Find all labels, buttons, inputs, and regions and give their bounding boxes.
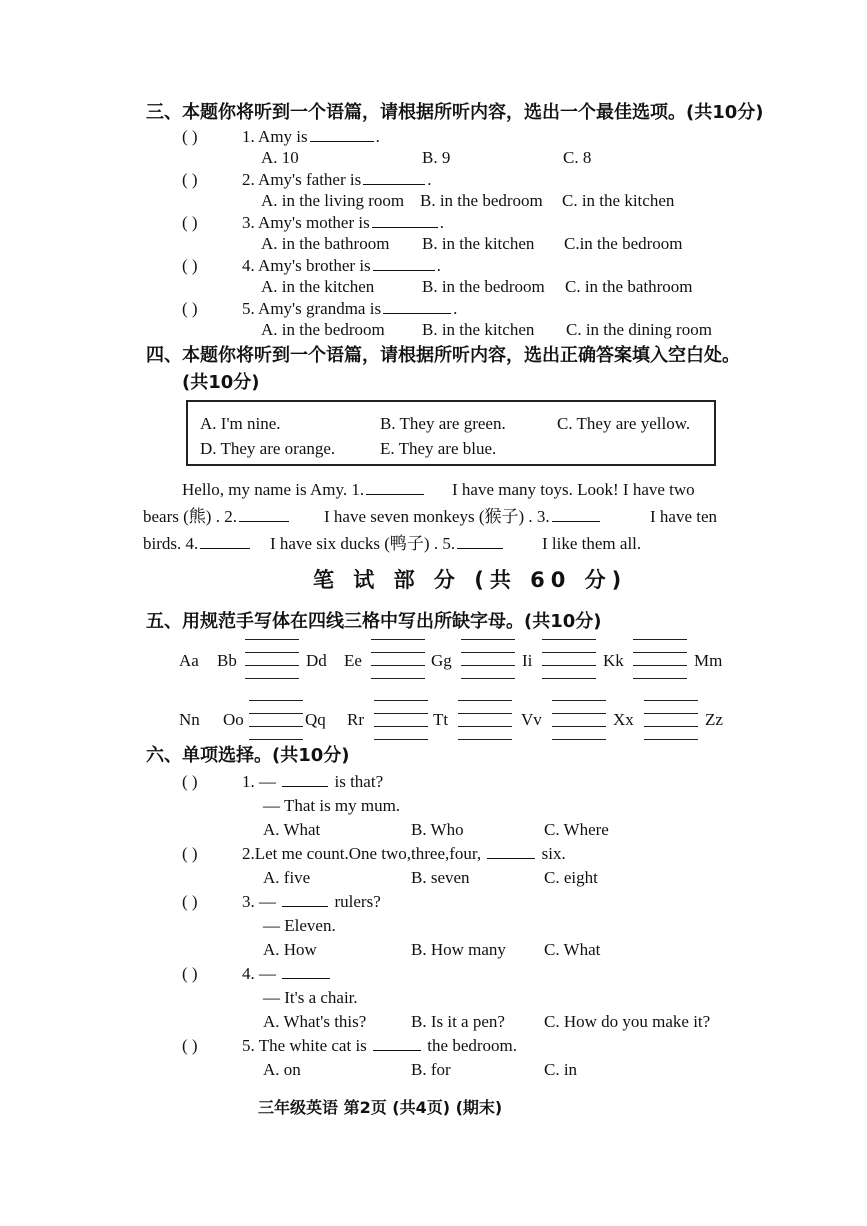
question-stem: 4. — (242, 964, 332, 984)
answer-blank[interactable] (282, 772, 328, 787)
option-c[interactable]: C. in the bathroom (565, 277, 693, 296)
option-c[interactable]: C. Where (544, 820, 609, 839)
answer-blank[interactable] (282, 892, 328, 907)
option-c[interactable]: C. in the kitchen (562, 191, 675, 210)
page-footer: 三年级英语 第2页 (共4页) (期末) (258, 1098, 503, 1117)
letter: Bb (217, 651, 237, 670)
letter: Ii (522, 651, 533, 670)
option-c[interactable]: C. 8 (563, 148, 592, 167)
question-stem: 1. — is that? (242, 772, 384, 791)
section6-heading: 六、单项选择。(共10分) (146, 745, 350, 766)
passage-line: I have many toys. Look! I have two (452, 480, 695, 499)
option-b[interactable]: B. 9 (422, 148, 451, 167)
answer-blank[interactable] (383, 299, 451, 314)
question-stem: 1. Amy is . (242, 127, 380, 146)
letter: Aa (179, 651, 199, 670)
option-b[interactable]: B. in the kitchen (422, 320, 535, 339)
section3-heading: 三、本题你将听到一个语篇，请根据所听内容，选出一个最佳选项。(共10分) (146, 102, 764, 123)
writing-grid[interactable] (371, 639, 425, 679)
answer-paren[interactable]: ( ) (182, 1036, 198, 1055)
passage-line: birds. 4. (143, 534, 252, 554)
letter: Xx (613, 710, 634, 729)
answer-paren[interactable]: ( ) (182, 299, 198, 318)
passage-line: I have six ducks (鸭子) . 5. (270, 534, 505, 554)
dialogue-line: — That is my mum. (263, 796, 401, 815)
passage-line: I have seven monkeys (猴子) . 3. (324, 507, 602, 527)
answer-blank-1[interactable] (366, 480, 424, 495)
question-stem: 2.Let me count.One two,three,four, six. (242, 844, 566, 863)
letter: Tt (433, 710, 449, 729)
question-stem: 3. Amy's mother is . (242, 213, 444, 232)
answer-blank-4[interactable] (200, 534, 250, 549)
option-d: D. They are orange. (200, 439, 336, 458)
letter: Dd (306, 651, 327, 670)
answer-blank[interactable] (372, 213, 438, 228)
passage-line: bears (熊) . 2. (143, 507, 291, 527)
option-b[interactable]: B. How many (411, 940, 506, 959)
option-a[interactable]: A. What (263, 820, 321, 839)
answer-paren[interactable]: ( ) (182, 170, 198, 189)
letter: Oo (223, 710, 244, 729)
letter: Vv (521, 710, 542, 729)
question-stem: 3. — rulers? (242, 892, 381, 911)
option-b[interactable]: B. for (411, 1060, 451, 1079)
writing-grid[interactable] (552, 700, 606, 740)
answer-blank-3[interactable] (552, 507, 600, 522)
answer-blank[interactable] (373, 1036, 421, 1051)
writing-grid[interactable] (542, 639, 596, 679)
option-a[interactable]: A. in the bedroom (261, 320, 385, 339)
written-part-title: 笔 试 部 分 (共 60 分) (313, 568, 628, 592)
section4-score: (共10分) (182, 372, 260, 393)
answer-options-box (186, 400, 716, 466)
option-c[interactable]: C. What (544, 940, 601, 959)
option-a[interactable]: A. in the living room (261, 191, 405, 210)
question-stem: 2. Amy's father is . (242, 170, 432, 189)
answer-paren[interactable]: ( ) (182, 964, 198, 983)
option-a: A. I'm nine. (200, 414, 281, 433)
answer-blank-5[interactable] (457, 534, 503, 549)
letter: Kk (603, 651, 624, 670)
writing-grid[interactable] (249, 700, 303, 740)
answer-blank-2[interactable] (239, 507, 289, 522)
option-a[interactable]: A. What's this? (263, 1012, 367, 1031)
option-a[interactable]: A. five (263, 868, 311, 887)
option-c[interactable]: C. How do you make it? (544, 1012, 711, 1031)
answer-blank[interactable] (373, 256, 435, 271)
answer-paren[interactable]: ( ) (182, 844, 198, 863)
writing-grid[interactable] (644, 700, 698, 740)
letter: Ee (344, 651, 362, 670)
option-b[interactable]: B. in the bedroom (420, 191, 543, 210)
dialogue-line: — Eleven. (263, 916, 336, 935)
option-a[interactable]: A. 10 (261, 148, 299, 167)
dialogue-line: — It's a chair. (263, 988, 358, 1007)
writing-grid[interactable] (245, 639, 299, 679)
question-stem: 5. The white cat is the bedroom. (242, 1036, 517, 1055)
option-b[interactable]: B. in the bedroom (422, 277, 545, 296)
letter: Qq (305, 710, 326, 729)
option-a[interactable]: A. on (263, 1060, 301, 1079)
answer-blank[interactable] (310, 127, 374, 142)
option-c[interactable]: C. in the dining room (566, 320, 712, 339)
passage-line: Hello, my name is Amy. 1. (182, 480, 426, 500)
option-c[interactable]: C. in (544, 1060, 578, 1079)
section5-heading: 五、用规范手写体在四线三格中写出所缺字母。(共10分) (146, 611, 602, 632)
letter: Zz (705, 710, 723, 729)
option-b[interactable]: B. seven (411, 868, 470, 887)
option-b[interactable]: B. Is it a pen? (411, 1012, 505, 1031)
section4-heading: 四、本题你将听到一个语篇，请根据所听内容，选出正确答案填入空白处。 (146, 345, 740, 366)
answer-blank[interactable] (363, 170, 425, 185)
option-a[interactable]: A. How (263, 940, 317, 959)
answer-paren[interactable]: ( ) (182, 127, 198, 146)
option-a[interactable]: A. in the kitchen (261, 277, 375, 296)
passage-line: I like them all. (542, 534, 642, 553)
answer-paren[interactable]: ( ) (182, 772, 198, 791)
answer-blank[interactable] (282, 964, 330, 979)
option-b: B. They are green. (380, 414, 506, 433)
letter: Mm (694, 651, 723, 670)
writing-grid[interactable] (461, 639, 515, 679)
letter: Gg (431, 651, 452, 670)
writing-grid[interactable] (633, 639, 687, 679)
answer-paren[interactable]: ( ) (182, 256, 198, 275)
writing-grid[interactable] (374, 700, 428, 740)
option-c[interactable]: C. eight (544, 868, 598, 887)
option-b[interactable]: B. Who (411, 820, 464, 839)
letter: Nn (179, 710, 200, 729)
answer-paren[interactable]: ( ) (182, 213, 198, 232)
option-b[interactable]: B. in the kitchen (422, 234, 535, 253)
option-e: E. They are blue. (380, 439, 497, 458)
option-c: C. They are yellow. (557, 414, 691, 433)
passage-line: I have ten (650, 507, 718, 526)
answer-blank[interactable] (487, 844, 535, 859)
question-stem: 5. Amy's grandma is . (242, 299, 458, 318)
option-a[interactable]: A. in the bathroom (261, 234, 390, 253)
question-stem: 4. Amy's brother is . (242, 256, 441, 275)
answer-paren[interactable]: ( ) (182, 892, 198, 911)
option-c[interactable]: C.in the bedroom (564, 234, 683, 253)
writing-grid[interactable] (458, 700, 512, 740)
letter: Rr (347, 710, 364, 729)
